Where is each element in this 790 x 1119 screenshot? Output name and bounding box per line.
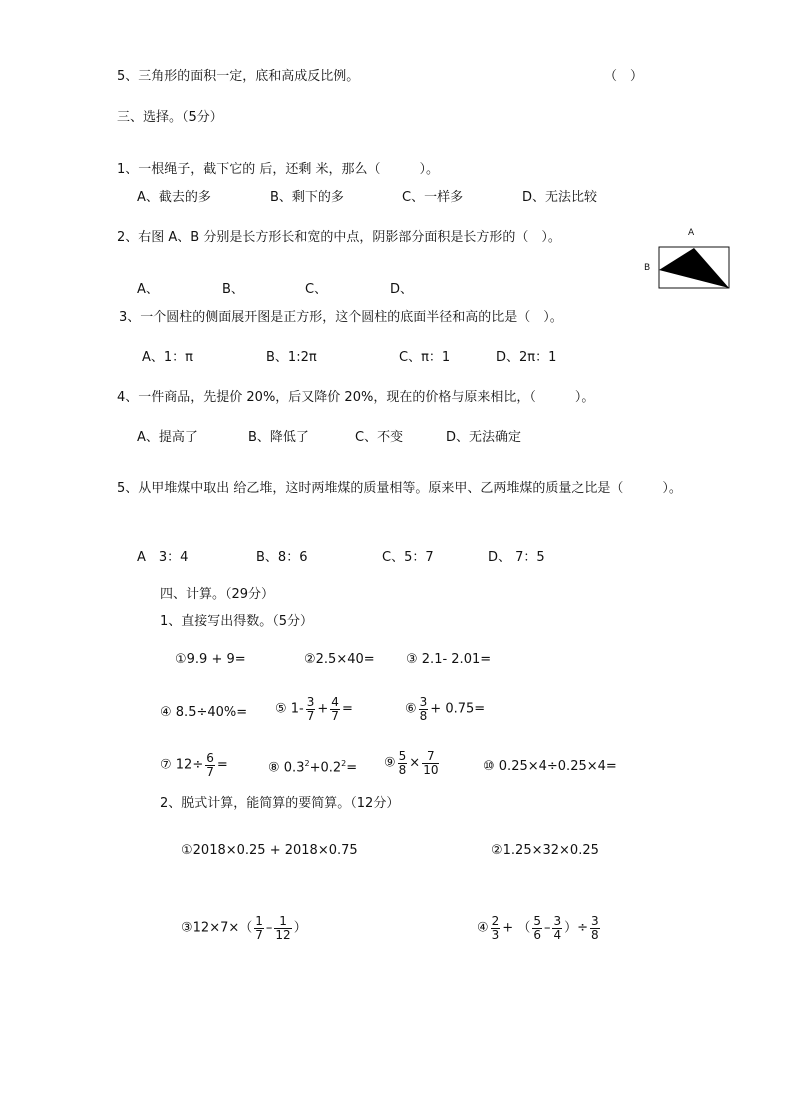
s3-q2-option-c: C、 [305,282,328,297]
fraction: $\frac{7}{10}$ [423,749,439,777]
calc-1: ①2018×0.25 + 2018×0.75 [181,843,358,858]
s3-q3-stem: 3、一个圆柱的侧面展开图是正方形，这个圆柱的底面半径和高的比是（ ）。 [119,310,563,325]
s3-q4-option-c: C、不变 [355,430,404,445]
expr-9: ⑨ $\frac{5}{8}$ × $\frac{7}{10}$ [384,749,439,777]
fraction: $\frac{1}{12}$ [275,914,291,942]
calc-3: ③12×7×（ $\frac{1}{7}$ – $\frac{1}{12}$ ） [181,914,307,942]
s3-q5-stem: 5、从甲堆煤中取出 给乙堆，这时两堆煤的质量相等。原来甲、乙两堆煤的质量之比是（ ）。 [117,481,682,496]
s3-q2-option-a: A、 [137,282,159,297]
expr-1: ①9.9 + 9= [175,652,246,667]
s3-q5-option-d: D、 7：5 [488,550,545,565]
section3-title: 三、选择。（5分） [117,110,223,125]
expr-6: ⑥ $\frac{3}{8}$ + 0.75= [405,695,486,723]
fraction: $\frac{3}{7}$ [306,695,315,723]
figure-label-b: B [644,263,651,273]
s3-q5-option-c: C、5：7 [382,550,434,565]
section4-title: 四、计算。（29分） [160,587,275,602]
s3-q1-option-b: B、剩下的多 [270,190,344,205]
fraction: $\frac{4}{7}$ [331,695,339,723]
s3-q5-option-b: B、8：6 [256,550,308,565]
fraction: $\frac{5}{8}$ [398,749,407,777]
s3-q4-option-a: A、提高了 [137,430,198,445]
expr-4: ④ 8.5÷40%= [160,705,248,720]
s3-q2-option-b: B、 [222,282,244,297]
fraction: $\frac{6}{7}$ [206,751,214,779]
s4-part2-title: 2、脱式计算，能简算的要简算。（12分） [160,796,400,811]
s3-q3-option-a: A、1：π [142,350,193,365]
fraction: $\frac{3}{8}$ [419,695,428,723]
s3-q1-option-c: C、一样多 [402,190,464,205]
s3-q3-option-c: C、π：1 [399,350,451,365]
s3-q4-option-b: B、降低了 [248,430,309,445]
judge-q5-stem: 5、三角形的面积一定，底和高成反比例。 [117,69,360,84]
calc-2: ②1.25×32×0.25 [491,843,599,858]
s3-q4-stem: 4、一件商品，先提价 20%，后又降价 20%，现在的价格与原来相比，（ ）。 [117,390,595,405]
expr-5-prefix: ⑤ 1- [275,701,304,717]
expr-5: ⑤ 1- $\frac{3}{7}$ + $\frac{4}{7}$ = [275,695,353,723]
s3-q1-stem: 1、一根绳子，截下它的 后，还剩 米，那么（ ）。 [117,162,440,177]
s3-q4-option-d: D、无法确定 [446,430,522,445]
expr-2: ②2.5×40= [304,652,375,667]
judge-q5-answer-paren: （ ） [604,69,644,84]
calc-4: ④ $\frac{2}{3}$ + （ $\frac{5}{6}$ – $\frac{3}{4}$ ）÷ $\frac{3}{8}$ [477,914,599,942]
fraction: $\frac{3}{4}$ [553,914,562,942]
s3-q1-option-d: D、无法比较 [522,190,598,205]
shaded-triangle [659,248,729,288]
s4-part1-title: 1、直接写出得数。（5分） [160,614,314,629]
s3-q3-option-b: B、1:2π [266,350,317,365]
s3-q3-option-d: D、2π：1 [496,350,557,365]
expr-10: ⑩ 0.25×4÷0.25×4= [483,759,617,774]
s3-q2-option-d: D、 [390,282,414,297]
fraction: $\frac{1}{7}$ [255,914,263,942]
s3-q5-option-a: A 3：4 [137,550,189,565]
s3-q1-option-a: A、截去的多 [137,190,211,205]
fraction: $\frac{3}{8}$ [591,914,599,942]
fraction: $\frac{2}{3}$ [491,914,500,942]
expr-3: ③ 2.1- 2.01= [406,652,492,667]
expr-7: ⑦ 12÷ $\frac{6}{7}$ = [160,751,228,779]
expr-8: ⑧ $0.3^2+0.2^2=$ [268,759,358,776]
s3-q2-stem: 2、右图 A、B 分别是长方形长和宽的中点，阴影部分面积是长方形的（ ）。 [117,230,561,245]
figure-label-a: A [688,228,695,238]
fraction: $\frac{5}{6}$ [533,914,541,942]
rectangle-figure [658,244,732,290]
